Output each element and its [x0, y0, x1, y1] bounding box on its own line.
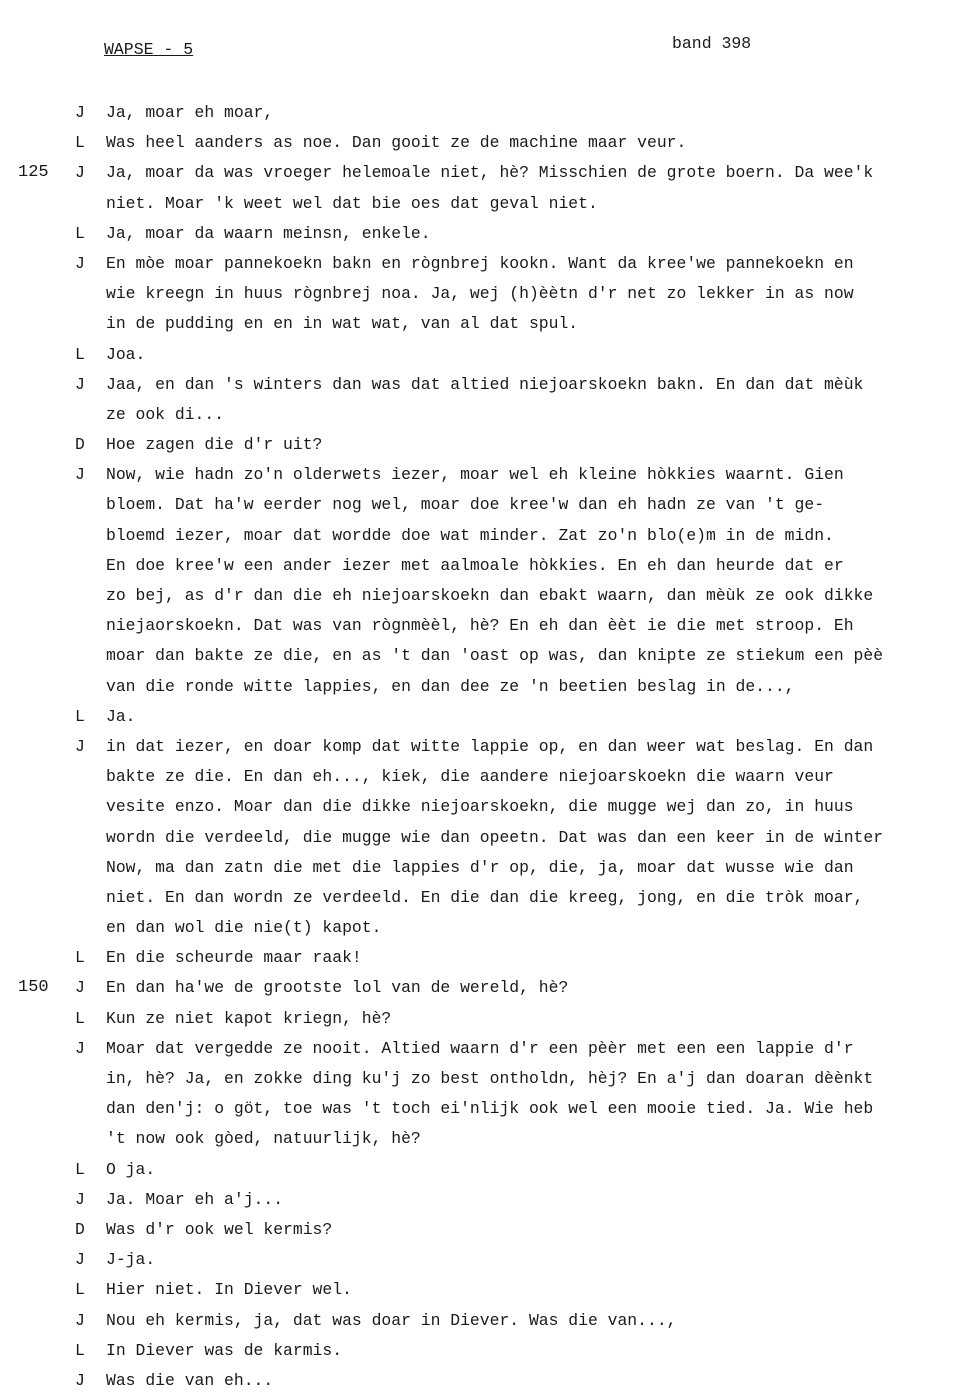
speech-text: Nou eh kermis, ja, dat was doar in Diever. Was die van...,: [106, 1310, 677, 1330]
transcript-line: [0, 1306, 973, 1336]
speech-text: niejaorskoekn. Dat was van rògnmèèl, hè? En eh dan èèt ie die met stroop. Eh: [106, 616, 854, 636]
speech-text: bloem. Dat ha'w eerder nog wel, moar doe kree'w dan eh hadn ze van 't ge-: [106, 495, 825, 515]
transcript-line: [0, 370, 973, 400]
speaker-label: J: [75, 1038, 85, 1058]
transcript-line: [0, 581, 973, 611]
transcript-line: [0, 1275, 973, 1305]
transcript-line: [0, 702, 973, 732]
transcript-line: [0, 219, 973, 249]
transcript-line: [0, 883, 973, 913]
speech-text: en dan wol die nie(t) kapot.: [106, 918, 382, 938]
speech-text: In Diever was de karmis.: [106, 1340, 343, 1360]
speech-text: niet. Moar 'k weet wel dat bie oes dat geval niet.: [106, 193, 598, 213]
transcript-line: [0, 1185, 973, 1215]
speech-text: Ja, moar da waarn meinsn, enkele.: [106, 223, 431, 243]
transcript-line: [0, 1124, 973, 1154]
speaker-label: L: [75, 344, 85, 364]
speech-text: bloemd iezer, moar dat wordde doe wat minder. Zat zo'n blo(e)m in de midn.: [106, 525, 834, 545]
transcript-line: [0, 913, 973, 943]
speech-text: Hoe zagen die d'r uit?: [106, 435, 323, 455]
speaker-label: J: [75, 736, 85, 756]
speaker-label: L: [75, 1008, 85, 1028]
transcript-line: [0, 762, 973, 792]
speech-text: En mòe moar pannekoekn bakn en rògnbrej kookn. Want da kree'we pannekoekn en: [106, 253, 854, 273]
speaker-label: J: [75, 1310, 85, 1330]
transcript-line: [0, 1064, 973, 1094]
speech-text: Now, ma dan zatn die met die lappies d'r op, die, ja, moar dat wusse wie dan: [106, 857, 854, 877]
speech-text: En die scheurde maar raak!: [106, 948, 362, 968]
transcript-line: [0, 732, 973, 762]
transcript-line: [0, 551, 973, 581]
line-number: 125: [18, 163, 49, 183]
transcript-line: [0, 1336, 973, 1366]
speech-text: Was die van eh...: [106, 1370, 274, 1390]
transcript-line: [0, 611, 973, 641]
transcript-line: [0, 823, 973, 853]
transcript-line: [0, 189, 973, 219]
speech-text: Ja, moar eh moar,: [106, 103, 274, 122]
speaker-label: J: [75, 103, 85, 122]
speaker-label: L: [75, 706, 85, 726]
speech-text: En dan ha'we de grootste lol van de wereld, hè?: [106, 978, 569, 998]
transcript-line: [0, 641, 973, 671]
speech-text: Kun ze niet kapot kriegn, hè?: [106, 1008, 392, 1028]
transcript-line: [0, 158, 973, 188]
speech-text: Joa.: [106, 344, 146, 364]
speaker-label: J: [75, 1370, 85, 1390]
speaker-label: L: [75, 1280, 85, 1300]
speech-text: 't now ook gòed, natuurlijk, hè?: [106, 1129, 421, 1149]
speaker-label: J: [75, 163, 85, 183]
speech-text: Was heel aanders as noe. Dan gooit ze de machine maar veur.: [106, 133, 687, 153]
transcript-line: [0, 1004, 973, 1034]
speech-text: Jaa, en dan 's winters dan was dat altied niejoarskoekn bakn. En dan dat mèùk: [106, 374, 864, 394]
speech-text: Moar dat vergedde ze nooit. Altied waarn d'r een pèèr met een een lappie d'r: [106, 1038, 854, 1058]
speech-text: Ja.: [106, 706, 136, 726]
speech-text: O ja.: [106, 1159, 156, 1179]
transcript-line: [0, 1034, 973, 1064]
transcript-line: [0, 98, 973, 128]
speech-text: En doe kree'w een ander iezer met aalmoale hòkkies. En eh dan heurde dat er: [106, 555, 844, 575]
speech-text: in dat iezer, en doar komp dat witte lappie op, en dan weer wat beslag. En dan: [106, 736, 874, 756]
transcript-line: [0, 128, 973, 158]
speaker-label: L: [75, 1159, 85, 1179]
transcript-line: [0, 1155, 973, 1185]
speech-text: wordn die verdeeld, die mugge wie dan opeetn. Dat was dan een keer in de winter: [106, 827, 884, 847]
speaker-label: J: [75, 1189, 85, 1209]
transcript-line: [0, 400, 973, 430]
line-number: 150: [18, 978, 49, 998]
transcript-line: [0, 1245, 973, 1275]
speaker-label: J: [75, 465, 85, 485]
transcript-line: [0, 973, 973, 1003]
speech-text: in de pudding en en in wat wat, van al dat spul.: [106, 314, 579, 334]
transcript: [0, 98, 973, 1396]
speaker-label: L: [75, 223, 85, 243]
speaker-label: L: [75, 948, 85, 968]
transcript-line: [0, 309, 973, 339]
transcript-line: [0, 1215, 973, 1245]
speaker-label: J: [75, 1250, 85, 1270]
speech-text: niet. En dan wordn ze verdeeld. En die dan die kreeg, jong, en die tròk moar,: [106, 887, 864, 907]
transcript-line: [0, 792, 973, 822]
transcript-line: [0, 490, 973, 520]
speech-text: wie kreegn in huus rògnbrej noa. Ja, wej (h)èètn d'r net zo lekker in as now: [106, 284, 854, 304]
transcript-line: [0, 853, 973, 883]
speech-text: bakte ze die. En dan eh..., kiek, die aandere niejoarskoekn die waarn veur: [106, 767, 834, 787]
speaker-label: J: [75, 253, 85, 273]
speech-text: Hier niet. In Diever wel.: [106, 1280, 352, 1300]
speaker-label: J: [75, 374, 85, 394]
speech-text: J-ja.: [106, 1250, 156, 1270]
speaker-label: L: [75, 133, 85, 153]
speech-text: Was d'r ook wel kermis?: [106, 1219, 333, 1239]
speaker-label: D: [75, 1219, 85, 1239]
speech-text: Ja, moar da was vroeger helemoale niet, hè? Misschien de grote boern. Da wee'k: [106, 163, 874, 183]
document-title: WAPSE - 5: [104, 40, 194, 59]
speech-text: moar dan bakte ze die, en as 't dan 'oast op was, dan knipte ze stiekum een pèè: [106, 646, 884, 666]
page-header: [0, 34, 973, 64]
speech-text: van die ronde witte lappies, en dan dee ze 'n beetien beslag in de...,: [106, 676, 795, 696]
speaker-label: J: [75, 978, 85, 998]
transcript-line: [0, 672, 973, 702]
transcript-line: [0, 279, 973, 309]
speech-text: ze ook di...: [106, 404, 225, 424]
transcript-line: [0, 1366, 973, 1396]
speech-text: Now, wie hadn zo'n olderwets iezer, moar wel eh kleine hòkkies waarnt. Gien: [106, 465, 844, 485]
speaker-label: L: [75, 1340, 85, 1360]
speech-text: vesite enzo. Moar dan die dikke niejoarskoekn, die mugge wej dan zo, in huus: [106, 797, 854, 817]
band-number: band 398: [672, 34, 752, 53]
speech-text: dan den'j: o göt, toe was 't toch ei'nlijk ook wel een mooie tied. Ja. Wie heb: [106, 1099, 874, 1119]
transcript-line: [0, 430, 973, 460]
transcript-line: [0, 249, 973, 279]
transcript-line: [0, 340, 973, 370]
speech-text: Ja. Moar eh a'j...: [106, 1189, 284, 1209]
speech-text: zo bej, as d'r dan die eh niejoarskoekn dan ebakt waarn, dan mèùk ze ook dikke: [106, 586, 874, 605]
transcript-line: [0, 521, 973, 551]
transcript-line: [0, 1094, 973, 1124]
transcript-line: [0, 943, 973, 973]
transcript-line: [0, 460, 973, 490]
speaker-label: D: [75, 435, 85, 455]
speech-text: in, hè? Ja, en zokke ding ku'j zo best ontholdn, hèj? En a'j dan doaran dèènkt: [106, 1069, 874, 1088]
